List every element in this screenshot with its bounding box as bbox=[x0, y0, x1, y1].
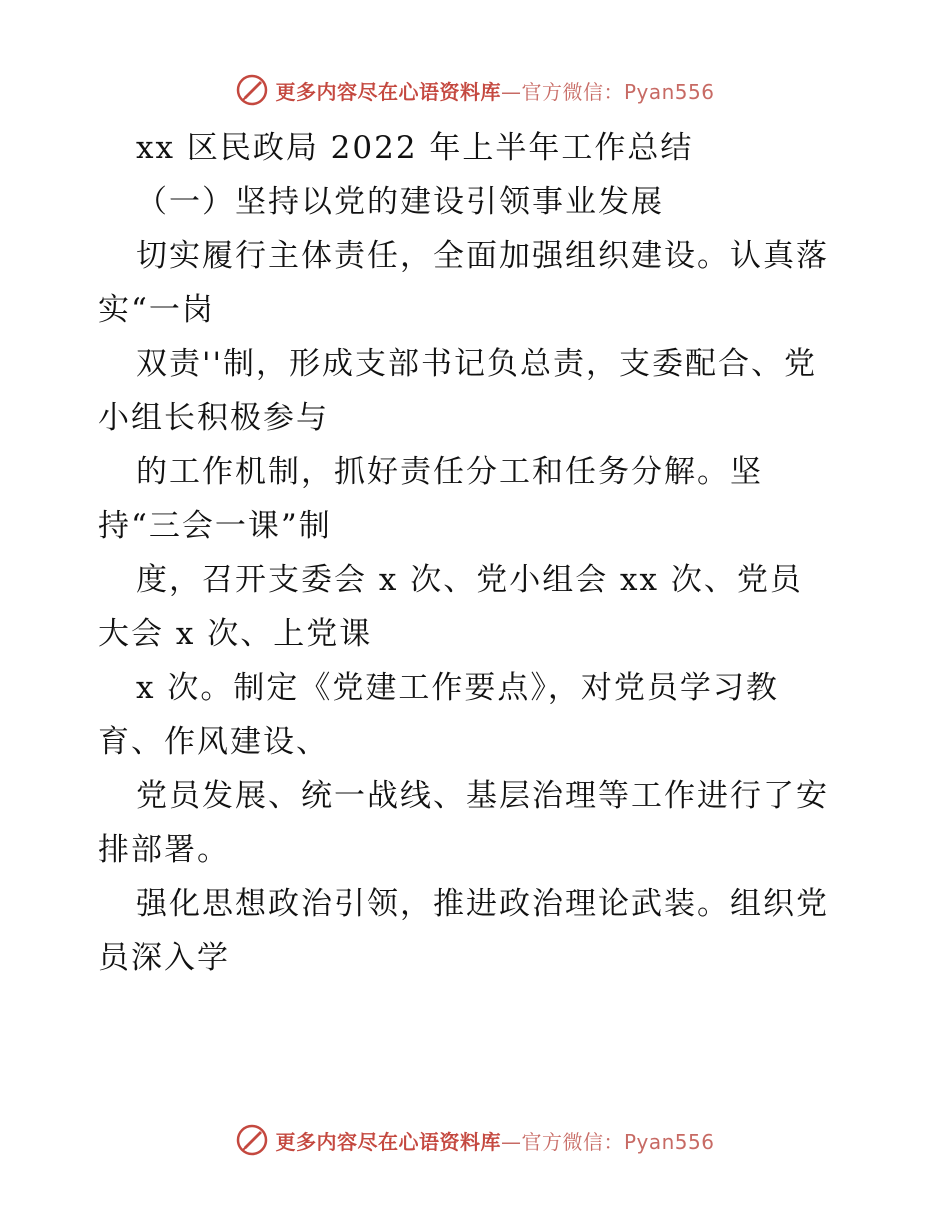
paragraph-line: x 次。制定《党建工作要点》，对党员学习教 bbox=[136, 670, 779, 706]
watermark-text: 更多内容尽在心语资料库—官方微信：Pyan556 bbox=[275, 79, 715, 104]
paragraph-line: 持“三会一课”制 bbox=[98, 508, 332, 544]
document-body bbox=[98, 128, 858, 992]
quill-logo-icon bbox=[235, 73, 269, 107]
paragraph-line: 实“一岗 bbox=[98, 292, 215, 328]
document-title: xx 区民政局 2022 年上半年工作总结 bbox=[136, 130, 694, 166]
paragraph-line: 大会 x 次、上党课 bbox=[98, 616, 373, 652]
paragraph-line: 双责''制，形成支部书记负总责，支委配合、党 bbox=[136, 346, 818, 382]
watermark-banner-top bbox=[0, 70, 950, 110]
paragraph-line: 小组长积极参与 bbox=[98, 400, 329, 436]
paragraph-line: 党员发展、统一战线、基层治理等工作进行了安 bbox=[136, 778, 829, 814]
paragraph-line: 切实履行主体责任，全面加强组织建设。认真落 bbox=[136, 238, 829, 274]
paragraph-line: 强化思想政治引领，推进政治理论武装。组织党 bbox=[136, 886, 829, 922]
paragraph-line: 度，召开支委会 x 次、党小组会 xx 次、党员 bbox=[136, 562, 803, 598]
quill-logo-icon bbox=[235, 1123, 269, 1157]
watermark-text: 更多内容尽在心语资料库—官方微信：Pyan556 bbox=[275, 1129, 715, 1154]
paragraph-line: 员深入学 bbox=[98, 940, 230, 976]
watermark-banner-bottom bbox=[0, 1120, 950, 1160]
paragraph-line: 排部署。 bbox=[98, 832, 230, 868]
paragraph-line: 的工作机制，抓好责任分工和任务分解。坚 bbox=[136, 454, 763, 490]
section-heading: （一）坚持以党的建设引领事业发展 bbox=[136, 184, 664, 220]
paragraph-line: 育、作风建设、 bbox=[98, 724, 329, 760]
